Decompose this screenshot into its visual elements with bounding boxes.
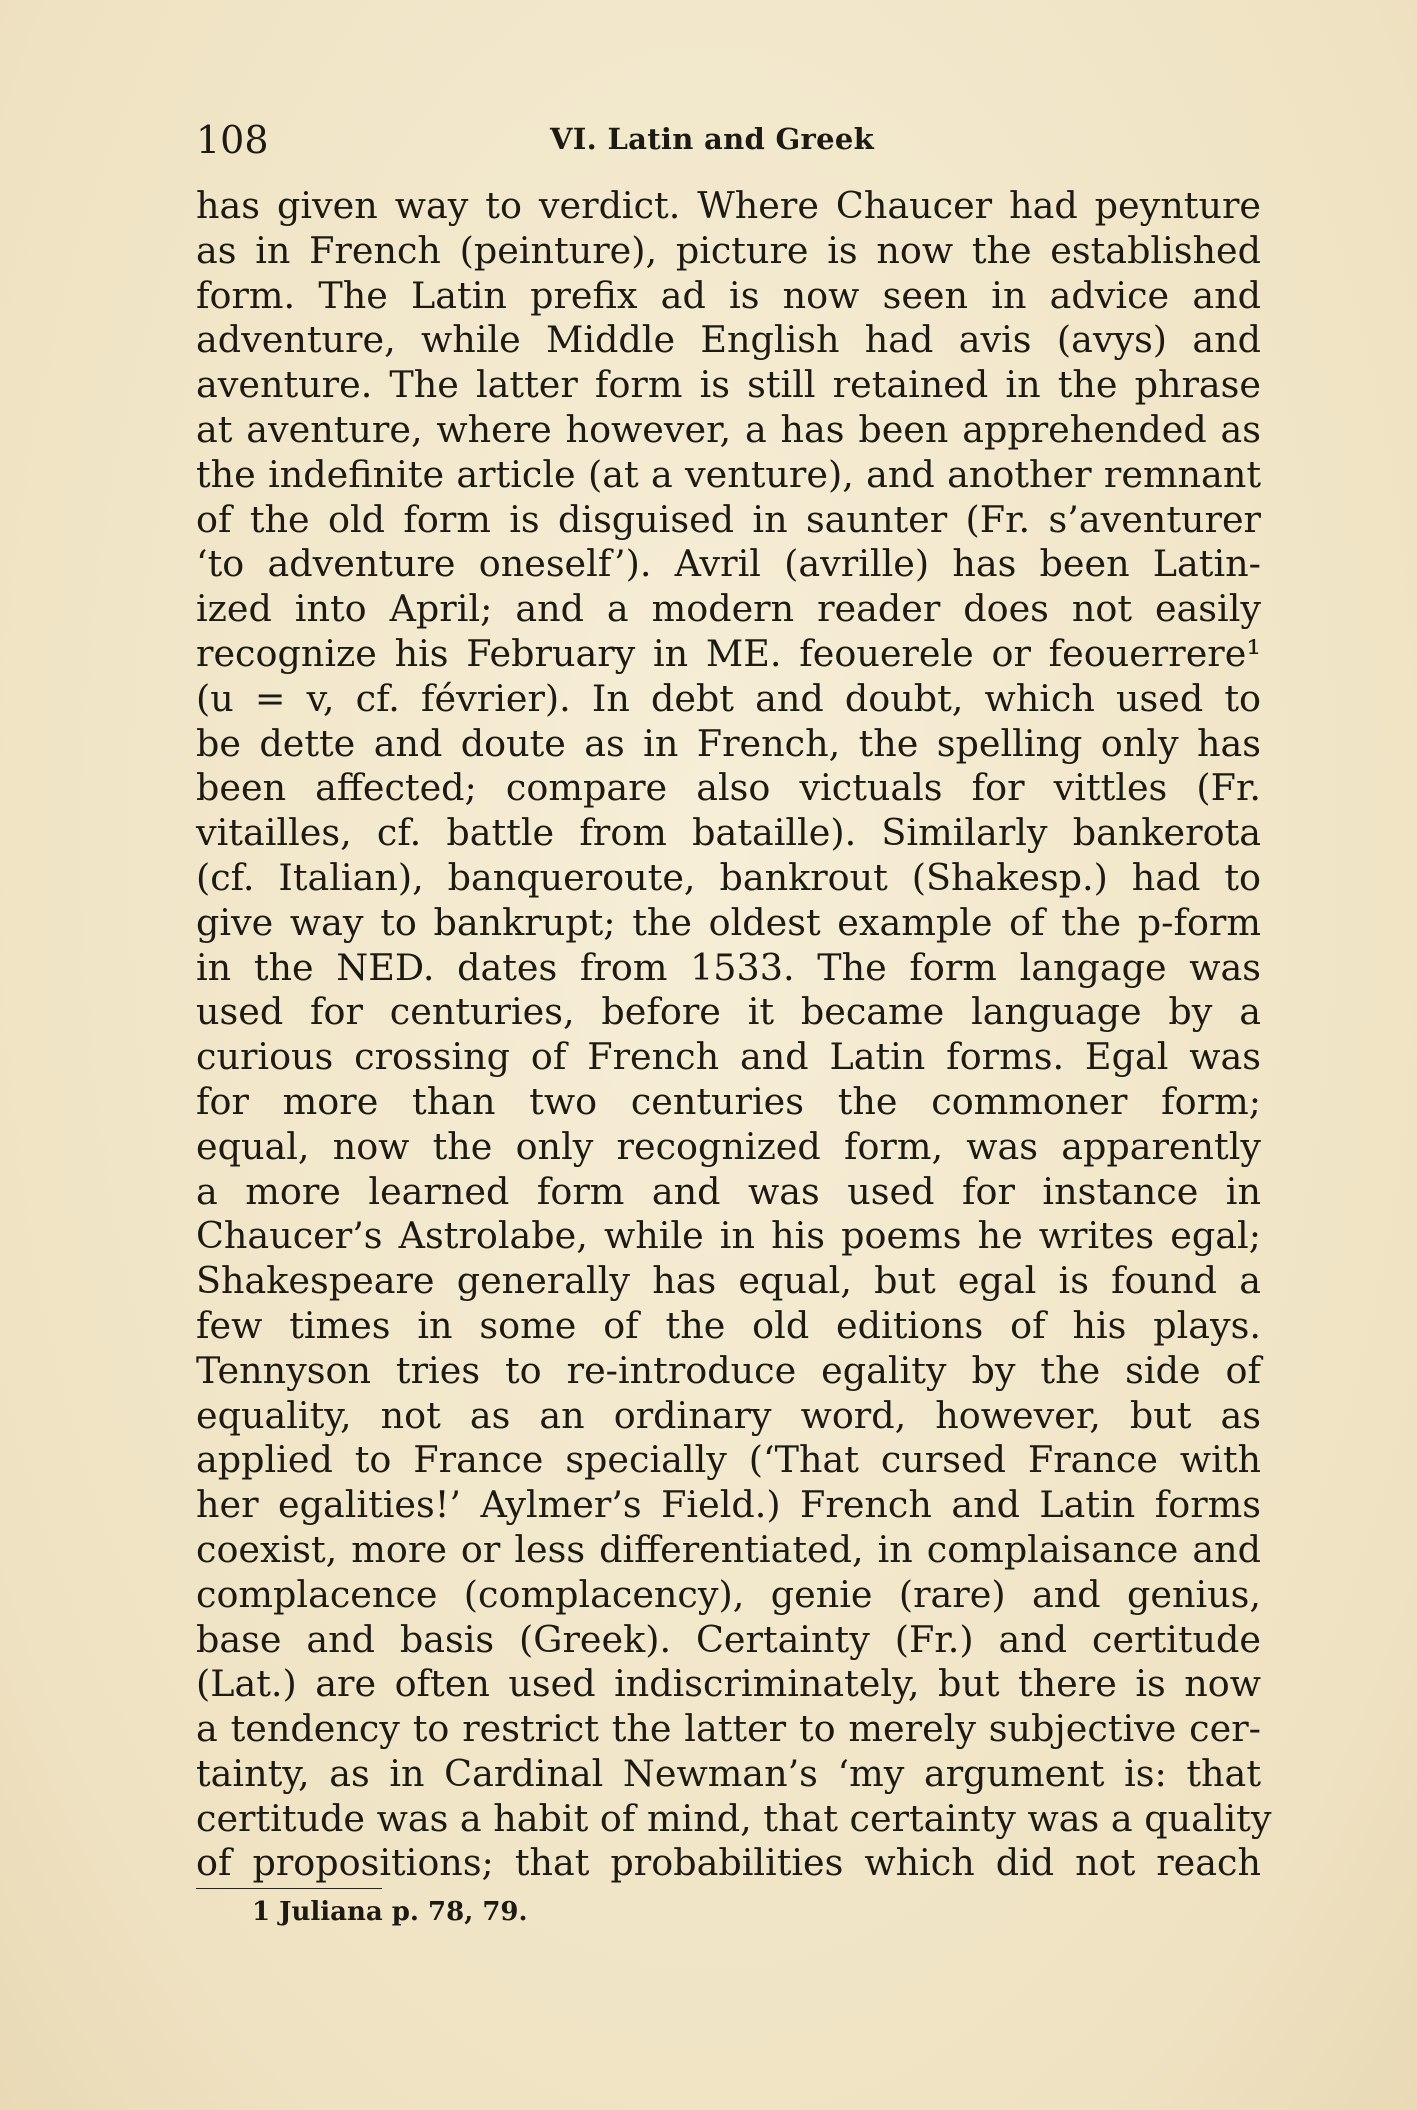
text-line: a tendency to restrict the latter to merely subjective cer- <box>196 1707 1261 1751</box>
text-line: a more learned form and was used for instance in <box>196 1169 1261 1213</box>
text-line: Tennyson tries to re-introduce egality by the side of <box>196 1348 1261 1392</box>
text-line: give way to bankrupt; the oldest example of the p-form <box>196 900 1261 944</box>
running-head: VI. Latin and Greek <box>550 122 875 156</box>
text-line: in the NED. dates from 1533. The form langage was <box>196 945 1261 989</box>
text-line: equality, not as an ordinary word, however, but as <box>196 1393 1261 1437</box>
footnote-rule <box>196 1888 382 1889</box>
text-line: vitailles, cf. battle from bataille). Similarly bankerota <box>196 811 1261 855</box>
text-line: has given way to verdict. Where Chaucer had peynture <box>196 184 1261 227</box>
body-text <box>196 184 1272 1886</box>
text-line: ized into April; and a modern reader does not easily <box>196 587 1261 631</box>
text-line: equal, now the only recognized form, was apparently <box>196 1124 1261 1168</box>
text-line: coexist, more or less differentiated, in complaisance and <box>196 1527 1261 1571</box>
text-line: Shakespeare generally has equal, but egal is found a <box>196 1259 1261 1303</box>
text-line: Chaucer’s Astrolabe, while in his poems he writes egal; <box>196 1214 1261 1258</box>
text-line: her egalities!’ Aylmer’s Field.) French and Latin forms <box>196 1483 1261 1527</box>
footnote: 1 Juliana p. 78, 79. <box>252 1897 528 1928</box>
text-line: used for centuries, before it became language by a <box>196 990 1261 1034</box>
text-line: certitude was a habit of mind, that certainty was a quality <box>196 1796 1272 1840</box>
text-line: been affected; compare also victuals for vittles (Fr. <box>196 766 1261 810</box>
text-line: for more than two centuries the commoner form; <box>196 1079 1261 1123</box>
text-line: (u = v, cf. février). In debt and doubt, which used to <box>196 676 1261 720</box>
text-line: as in French (peinture), picture is now the established <box>196 228 1261 272</box>
page-header <box>196 118 1261 178</box>
text-line: aventure. The latter form is still retained in the phrase <box>196 363 1261 407</box>
text-line: few times in some of the old editions of his plays. <box>196 1303 1261 1347</box>
page-number: 108 <box>196 118 269 162</box>
book-page <box>196 118 1272 1928</box>
text-line: of the old form is disguised in saunter (Fr. s’aventurer <box>196 497 1261 541</box>
text-line: the indefinite article (at a venture), and another remnant <box>196 452 1261 496</box>
text-line: form. The Latin prefix ad is now seen in advice and <box>196 273 1261 317</box>
text-line: tainty, as in Cardinal Newman’s ‘my argument is: that <box>196 1751 1261 1795</box>
text-line: (cf. Italian), banqueroute, bankrout (Shakesp.) had to <box>196 855 1261 899</box>
text-line: adventure, while Middle English had avis (avys) and <box>196 318 1261 362</box>
text-line: base and basis (Greek). Certainty (Fr.) and certitude <box>196 1617 1261 1661</box>
text-line: complacence (complacency), genie (rare) and genius, <box>196 1572 1261 1616</box>
text-line: applied to France specially (‘That cursed France with <box>196 1438 1261 1482</box>
text-line: recognize his February in ME. feouerele or feouerrere¹ <box>196 631 1261 675</box>
text-line: be dette and doute as in French, the spelling only has <box>196 721 1261 765</box>
text-line: (Lat.) are often used indiscriminately, but there is now <box>196 1662 1261 1706</box>
text-line: curious crossing of French and Latin forms. Egal was <box>196 1035 1261 1079</box>
text-line: of propositions; that probabilities which did not reach <box>196 1841 1261 1885</box>
text-line: ‘to adventure oneself’). Avril (avrille) has been Latin- <box>196 542 1261 586</box>
text-line: at aventure, where however, a has been apprehended as <box>196 407 1261 451</box>
